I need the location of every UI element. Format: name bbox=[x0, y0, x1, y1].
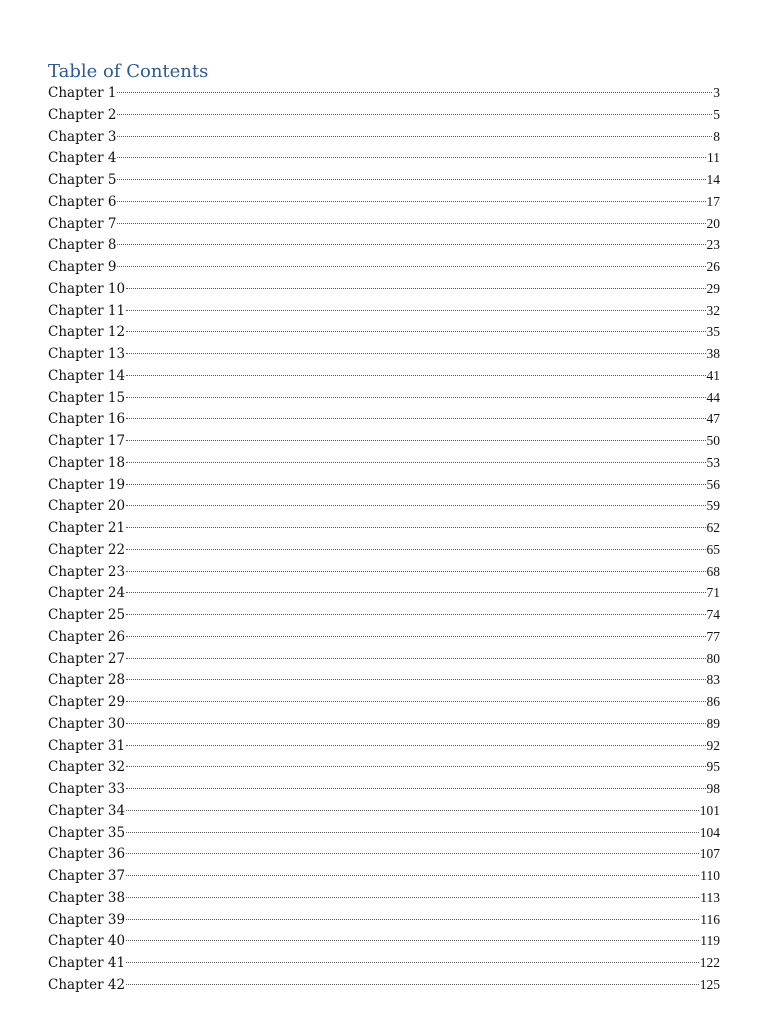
toc-entry-label: Chapter 32 bbox=[48, 759, 126, 776]
toc-entry-page-number: 29 bbox=[706, 280, 720, 296]
toc-entry[interactable] bbox=[48, 648, 720, 670]
dot-leader bbox=[117, 179, 705, 180]
toc-entry[interactable] bbox=[48, 321, 720, 343]
toc-entry-page-number: 71 bbox=[706, 585, 720, 601]
toc-entry-page-number: 20 bbox=[706, 215, 720, 231]
toc-entry-page-number: 122 bbox=[699, 955, 720, 970]
dot-leader bbox=[126, 614, 705, 615]
toc-entry[interactable] bbox=[48, 343, 720, 365]
dot-leader bbox=[126, 549, 705, 550]
toc-entry-page-number: 95 bbox=[706, 759, 720, 775]
toc-entry-label: Chapter 28 bbox=[48, 672, 126, 689]
toc-entry[interactable] bbox=[48, 256, 720, 278]
toc-entry[interactable] bbox=[48, 169, 720, 191]
toc-entry-page-number: 38 bbox=[706, 346, 720, 361]
toc-entry-page-number: 59 bbox=[706, 498, 720, 514]
dot-leader bbox=[126, 375, 705, 376]
dot-leader bbox=[126, 940, 699, 941]
toc-entry-page-number: 80 bbox=[706, 650, 720, 666]
toc-entry-page-number: 83 bbox=[706, 672, 720, 688]
dot-leader bbox=[126, 766, 705, 767]
dot-leader bbox=[126, 984, 699, 985]
dot-leader bbox=[117, 157, 706, 158]
dot-leader bbox=[126, 571, 705, 572]
toc-entry[interactable] bbox=[48, 691, 720, 713]
toc-entry-label: Chapter 38 bbox=[48, 889, 126, 906]
toc-entry-label: Chapter 17 bbox=[48, 433, 126, 449]
toc-entry-label: Chapter 37 bbox=[48, 868, 126, 884]
toc-entry-page-number: 14 bbox=[706, 172, 720, 187]
toc-entry-label: Chapter 3 bbox=[48, 128, 117, 145]
toc-entry-page-number: 32 bbox=[706, 302, 720, 318]
toc-entry-label: Chapter 33 bbox=[48, 781, 126, 797]
toc-entry[interactable] bbox=[48, 517, 720, 539]
toc-entry-label: Chapter 18 bbox=[48, 454, 126, 471]
dot-leader bbox=[126, 505, 705, 506]
dot-leader bbox=[126, 897, 699, 898]
toc-entry-page-number: 107 bbox=[699, 846, 720, 862]
toc-entry-label: Chapter 16 bbox=[48, 411, 126, 428]
dot-leader bbox=[126, 418, 705, 419]
toc-entry[interactable] bbox=[48, 843, 720, 865]
toc-entry-label: Chapter 39 bbox=[48, 911, 126, 928]
toc-entry[interactable] bbox=[48, 735, 720, 757]
dot-leader bbox=[126, 440, 705, 441]
dot-leader bbox=[126, 962, 699, 963]
toc-entry[interactable] bbox=[48, 300, 720, 322]
toc-entry-page-number: 23 bbox=[706, 237, 720, 253]
toc-title: Table of Contents bbox=[48, 61, 209, 82]
toc-entry[interactable] bbox=[48, 669, 720, 691]
toc-entry-page-number: 5 bbox=[713, 106, 720, 122]
toc-entry-page-number: 35 bbox=[706, 324, 720, 340]
dot-leader bbox=[126, 832, 699, 833]
dot-leader bbox=[126, 397, 705, 398]
toc-entry-page-number: 3 bbox=[713, 85, 720, 100]
toc-entry[interactable] bbox=[48, 756, 720, 778]
toc-entry[interactable] bbox=[48, 713, 720, 735]
toc-entry-label: Chapter 12 bbox=[48, 324, 126, 341]
dot-leader bbox=[117, 266, 705, 267]
toc-entry-page-number: 17 bbox=[706, 193, 720, 209]
toc-entry[interactable] bbox=[48, 408, 720, 430]
toc-entry-label: Chapter 7 bbox=[48, 215, 117, 232]
toc-entry-page-number: 104 bbox=[699, 824, 720, 840]
toc-entry[interactable] bbox=[48, 387, 720, 409]
toc-entry-label: Chapter 1 bbox=[48, 85, 117, 101]
toc-entry-page-number: 53 bbox=[706, 454, 720, 470]
toc-entry-page-number: 74 bbox=[706, 607, 720, 622]
toc-entry-page-number: 113 bbox=[700, 889, 720, 905]
dot-leader bbox=[117, 244, 705, 245]
dot-leader bbox=[126, 484, 705, 485]
dot-leader bbox=[117, 114, 712, 115]
toc-entry-label: Chapter 10 bbox=[48, 280, 126, 297]
toc-entry[interactable] bbox=[48, 909, 720, 931]
toc-entry-page-number: 47 bbox=[706, 411, 720, 427]
toc-entry-label: Chapter 40 bbox=[48, 933, 126, 950]
dot-leader bbox=[117, 136, 712, 137]
toc-entry-page-number: 56 bbox=[706, 476, 720, 492]
dot-leader bbox=[126, 331, 705, 332]
toc-entry-label: Chapter 30 bbox=[48, 715, 126, 732]
toc-entry[interactable] bbox=[48, 974, 720, 996]
toc-entry[interactable] bbox=[48, 191, 720, 213]
toc-entry-page-number: 41 bbox=[706, 367, 720, 383]
toc-entry-label: Chapter 2 bbox=[48, 106, 117, 123]
toc-entry-label: Chapter 14 bbox=[48, 367, 126, 384]
dot-leader bbox=[126, 853, 699, 854]
toc-entry-label: Chapter 29 bbox=[48, 694, 126, 710]
toc-entry-label: Chapter 26 bbox=[48, 628, 126, 645]
toc-entry-page-number: 62 bbox=[706, 520, 720, 535]
dot-leader bbox=[126, 462, 705, 463]
toc-entry-label: Chapter 27 bbox=[48, 650, 126, 667]
toc-entry-page-number: 50 bbox=[706, 433, 720, 448]
dot-leader bbox=[126, 658, 705, 659]
toc-entry[interactable] bbox=[48, 952, 720, 974]
toc-entry-label: Chapter 8 bbox=[48, 237, 117, 254]
toc-entry-label: Chapter 11 bbox=[48, 302, 126, 319]
dot-leader bbox=[126, 288, 705, 289]
toc-entry-label: Chapter 9 bbox=[48, 259, 117, 275]
toc-entry[interactable] bbox=[48, 430, 720, 452]
toc-entry-page-number: 116 bbox=[700, 911, 720, 927]
toc-entry[interactable] bbox=[48, 582, 720, 604]
toc-entry-label: Chapter 42 bbox=[48, 976, 126, 993]
dot-leader bbox=[126, 527, 705, 528]
toc-entry-label: Chapter 15 bbox=[48, 389, 126, 406]
dot-leader bbox=[126, 919, 699, 920]
toc-entry-page-number: 26 bbox=[706, 259, 720, 274]
toc-entry-page-number: 98 bbox=[706, 781, 720, 796]
toc-entry[interactable] bbox=[48, 626, 720, 648]
toc-entry[interactable] bbox=[48, 452, 720, 474]
toc-entry[interactable] bbox=[48, 126, 720, 148]
dot-leader bbox=[126, 745, 705, 746]
toc-entry-page-number: 101 bbox=[699, 802, 720, 818]
toc-entry[interactable] bbox=[48, 887, 720, 909]
toc-entry-label: Chapter 21 bbox=[48, 520, 126, 536]
dot-leader bbox=[126, 310, 705, 311]
toc-entry[interactable] bbox=[48, 822, 720, 844]
toc-entry-label: Chapter 34 bbox=[48, 802, 126, 819]
toc-entry-label: Chapter 5 bbox=[48, 172, 117, 188]
toc-entry-label: Chapter 20 bbox=[48, 498, 126, 515]
toc-entry-label: Chapter 6 bbox=[48, 193, 117, 210]
toc-entry[interactable] bbox=[48, 147, 720, 169]
toc-entry[interactable] bbox=[48, 104, 720, 126]
toc-entry[interactable] bbox=[48, 604, 720, 626]
dot-leader bbox=[126, 788, 705, 789]
toc-entry[interactable] bbox=[48, 278, 720, 300]
toc-entry-label: Chapter 31 bbox=[48, 737, 126, 754]
toc-entry-page-number: 44 bbox=[706, 389, 720, 405]
toc-entry[interactable] bbox=[48, 865, 720, 887]
toc-entry[interactable] bbox=[48, 539, 720, 561]
toc-entry-label: Chapter 36 bbox=[48, 846, 126, 863]
toc-entry[interactable] bbox=[48, 474, 720, 496]
toc-entry-label: Chapter 4 bbox=[48, 150, 117, 167]
toc-entry-label: Chapter 23 bbox=[48, 563, 126, 580]
toc-entry-label: Chapter 25 bbox=[48, 607, 126, 623]
toc-entry-page-number: 110 bbox=[700, 868, 720, 883]
toc-entry[interactable] bbox=[48, 365, 720, 387]
toc-entry-label: Chapter 41 bbox=[48, 955, 126, 971]
dot-leader bbox=[126, 810, 699, 811]
toc-entry-page-number: 119 bbox=[700, 933, 720, 949]
dot-leader bbox=[126, 353, 705, 354]
toc-entry-page-number: 65 bbox=[706, 541, 720, 557]
toc-entry-page-number: 77 bbox=[706, 628, 720, 644]
toc-entry-page-number: 86 bbox=[706, 694, 720, 709]
toc-entry-page-number: 11 bbox=[707, 150, 720, 166]
toc-entry-label: Chapter 22 bbox=[48, 541, 126, 558]
toc-entry[interactable] bbox=[48, 561, 720, 583]
dot-leader bbox=[126, 592, 705, 593]
toc-entry-page-number: 89 bbox=[706, 715, 720, 731]
toc-entry[interactable] bbox=[48, 213, 720, 235]
dot-leader bbox=[117, 201, 705, 202]
toc-entry-label: Chapter 19 bbox=[48, 476, 126, 493]
toc-entry-label: Chapter 13 bbox=[48, 346, 126, 362]
dot-leader bbox=[126, 679, 705, 680]
toc-entry[interactable] bbox=[48, 82, 720, 104]
toc-entry[interactable] bbox=[48, 930, 720, 952]
toc-entry-page-number: 68 bbox=[706, 563, 720, 579]
toc-entry-label: Chapter 24 bbox=[48, 585, 126, 602]
dot-leader bbox=[117, 223, 705, 224]
toc-entry[interactable] bbox=[48, 800, 720, 822]
dot-leader bbox=[117, 92, 712, 93]
dot-leader bbox=[126, 723, 705, 724]
toc-entry-page-number: 92 bbox=[706, 737, 720, 753]
toc-entry-label: Chapter 35 bbox=[48, 824, 126, 841]
toc-list bbox=[48, 82, 720, 996]
dot-leader bbox=[126, 636, 705, 637]
dot-leader bbox=[126, 701, 705, 702]
toc-entry[interactable] bbox=[48, 234, 720, 256]
toc-entry-page-number: 8 bbox=[713, 128, 720, 144]
toc-entry[interactable] bbox=[48, 495, 720, 517]
toc-entry[interactable] bbox=[48, 778, 720, 800]
dot-leader bbox=[126, 875, 699, 876]
toc-entry-page-number: 125 bbox=[699, 976, 720, 992]
